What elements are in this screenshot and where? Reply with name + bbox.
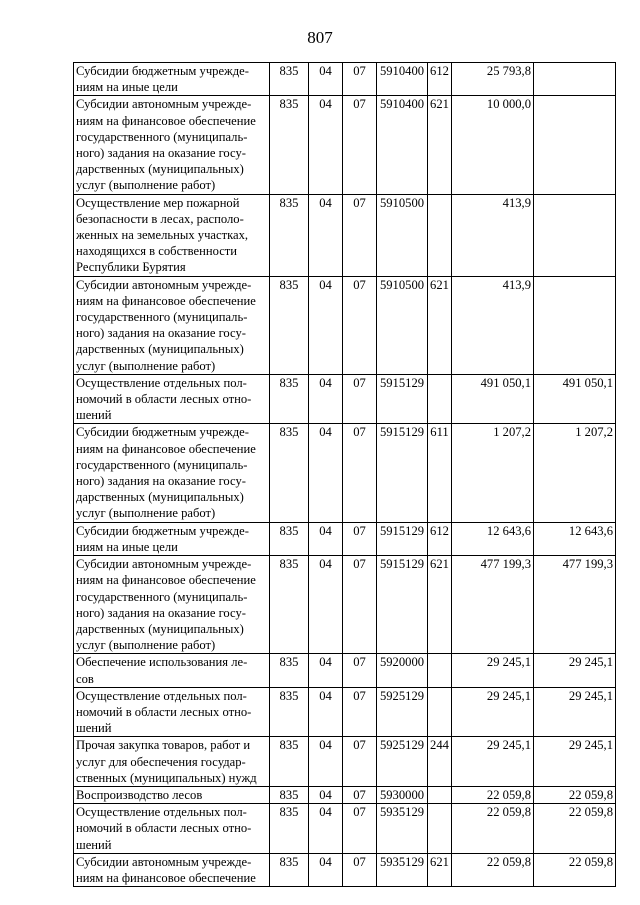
budget-table (73, 62, 616, 887)
expense-type-code (428, 374, 452, 424)
amount-subvention: 22 059,8 (534, 853, 616, 886)
amount-total: 10 000,0 (452, 96, 534, 194)
row-name-line: ного) задания на оказание госу- (76, 474, 246, 489)
subsection-code: 07 (343, 276, 377, 374)
subsection-code: 07 (343, 804, 377, 854)
row-name-line: Осуществление мер пожарной (76, 195, 240, 210)
table-row (74, 194, 616, 276)
row-name-line: услуг для обеспечения государ- (76, 754, 246, 769)
target-item-code: 5930000 (377, 786, 428, 803)
subsection-code: 07 (343, 424, 377, 522)
target-item-code: 5935129 (377, 853, 428, 886)
amount-subvention: 22 059,8 (534, 804, 616, 854)
row-name (74, 556, 270, 654)
admin-code: 835 (270, 424, 309, 522)
admin-code: 835 (270, 556, 309, 654)
subsection-code: 07 (343, 786, 377, 803)
row-name-line: безопасности в лесах, располо- (76, 211, 244, 226)
target-item-code: 5910500 (377, 194, 428, 276)
row-name-line: Осуществление отдельных пол- (76, 688, 247, 703)
amount-total: 477 199,3 (452, 556, 534, 654)
row-name-line: Субсидии автономным учрежде- (76, 557, 252, 572)
amount-total: 29 245,1 (452, 737, 534, 787)
section-code: 04 (309, 424, 343, 522)
row-name (74, 63, 270, 96)
section-code: 04 (309, 853, 343, 886)
expense-type-code (428, 786, 452, 803)
row-name-line: Субсидии автономным учрежде- (76, 854, 252, 869)
table-row (74, 654, 616, 687)
row-name-line: ниям на иные цели (76, 80, 178, 95)
section-code: 04 (309, 786, 343, 803)
expense-type-code: 611 (428, 424, 452, 522)
row-name (74, 374, 270, 424)
admin-code: 835 (270, 194, 309, 276)
admin-code: 835 (270, 522, 309, 555)
row-name-line: государственного (муниципаль- (76, 589, 248, 604)
section-code: 04 (309, 96, 343, 194)
admin-code: 835 (270, 63, 309, 96)
row-name-line: ного) задания на оказание госу- (76, 146, 246, 161)
admin-code: 835 (270, 374, 309, 424)
section-code: 04 (309, 276, 343, 374)
table-row (74, 737, 616, 787)
expense-type-code (428, 194, 452, 276)
amount-subvention: 29 245,1 (534, 737, 616, 787)
section-code: 04 (309, 556, 343, 654)
amount-subvention (534, 96, 616, 194)
table-row (74, 556, 616, 654)
expense-type-code: 621 (428, 853, 452, 886)
expense-type-code (428, 804, 452, 854)
row-name-line: услуг (выполнение работ) (76, 178, 216, 193)
row-name (74, 276, 270, 374)
admin-code: 835 (270, 853, 309, 886)
section-code: 04 (309, 654, 343, 687)
table-row (74, 853, 616, 886)
row-name-line: ниям на финансовое обеспечение (76, 293, 256, 308)
row-name-line: ниям на финансовое обеспечение (76, 113, 256, 128)
amount-total: 22 059,8 (452, 786, 534, 803)
expense-type-code: 612 (428, 522, 452, 555)
amount-subvention: 22 059,8 (534, 786, 616, 803)
section-code: 04 (309, 522, 343, 555)
target-item-code: 5915129 (377, 424, 428, 522)
subsection-code: 07 (343, 687, 377, 737)
amount-total: 22 059,8 (452, 804, 534, 854)
row-name (74, 853, 270, 886)
admin-code: 835 (270, 96, 309, 194)
row-name (74, 737, 270, 787)
row-name-line: Воспроизводство лесов (76, 787, 203, 802)
row-name-line: дарственных (муниципальных) (76, 162, 244, 177)
admin-code: 835 (270, 687, 309, 737)
target-item-code: 5925129 (377, 737, 428, 787)
expense-type-code: 244 (428, 737, 452, 787)
amount-total: 1 207,2 (452, 424, 534, 522)
table-body (74, 63, 616, 887)
row-name-line: Прочая закупка товаров, работ и (76, 738, 251, 753)
row-name (74, 786, 270, 803)
expense-type-code: 612 (428, 63, 452, 96)
subsection-code: 07 (343, 522, 377, 555)
row-name-line: ного) задания на оказание госу- (76, 326, 246, 341)
amount-subvention: 477 199,3 (534, 556, 616, 654)
row-name-line: номочий в области лесных отно- (76, 821, 252, 836)
table-row (74, 374, 616, 424)
section-code: 04 (309, 63, 343, 96)
amount-subvention: 29 245,1 (534, 654, 616, 687)
row-name (74, 96, 270, 194)
subsection-code: 07 (343, 556, 377, 654)
subsection-code: 07 (343, 737, 377, 787)
subsection-code: 07 (343, 194, 377, 276)
subsection-code: 07 (343, 374, 377, 424)
expense-type-code: 621 (428, 276, 452, 374)
section-code: 04 (309, 687, 343, 737)
target-item-code: 5915129 (377, 522, 428, 555)
table-row (74, 63, 616, 96)
target-item-code: 5920000 (377, 654, 428, 687)
amount-subvention: 12 643,6 (534, 522, 616, 555)
amount-total: 491 050,1 (452, 374, 534, 424)
row-name-line: государственного (муниципаль- (76, 129, 248, 144)
table-row (74, 786, 616, 803)
section-code: 04 (309, 737, 343, 787)
table-row (74, 276, 616, 374)
admin-code: 835 (270, 276, 309, 374)
row-name-line: шений (76, 408, 112, 423)
admin-code: 835 (270, 654, 309, 687)
amount-total: 29 245,1 (452, 687, 534, 737)
row-name-line: ниям на финансовое обеспечение (76, 441, 256, 456)
amount-subvention: 1 207,2 (534, 424, 616, 522)
table-row (74, 96, 616, 194)
section-code: 04 (309, 374, 343, 424)
row-name-line: сов (76, 671, 94, 686)
amount-subvention: 491 050,1 (534, 374, 616, 424)
admin-code: 835 (270, 786, 309, 803)
row-name-line: Осуществление отдельных пол- (76, 805, 247, 820)
row-name-line: государственного (муниципаль- (76, 457, 248, 472)
subsection-code: 07 (343, 853, 377, 886)
row-name-line: государственного (муниципаль- (76, 310, 248, 325)
row-name (74, 424, 270, 522)
table-row (74, 687, 616, 737)
expense-type-code (428, 687, 452, 737)
row-name-line: Субсидии бюджетным учрежде- (76, 523, 249, 538)
amount-subvention (534, 63, 616, 96)
target-item-code: 5910400 (377, 96, 428, 194)
row-name-line: Субсидии бюджетным учрежде- (76, 425, 249, 440)
row-name-line: дарственных (муниципальных) (76, 490, 244, 505)
row-name-line: Субсидии бюджетным учрежде- (76, 64, 249, 78)
admin-code: 835 (270, 804, 309, 854)
section-code: 04 (309, 194, 343, 276)
expense-type-code: 621 (428, 96, 452, 194)
amount-total: 25 793,8 (452, 63, 534, 96)
section-code: 04 (309, 804, 343, 854)
amount-total: 413,9 (452, 194, 534, 276)
amount-total: 22 059,8 (452, 853, 534, 886)
target-item-code: 5915129 (377, 374, 428, 424)
amount-total: 413,9 (452, 276, 534, 374)
amount-subvention (534, 194, 616, 276)
row-name-line: услуг (выполнение работ) (76, 506, 216, 521)
row-name-line: находящихся в собственности (76, 244, 238, 259)
table-row (74, 424, 616, 522)
row-name-line: номочий в области лесных отно- (76, 704, 252, 719)
row-name-line: услуг (выполнение работ) (76, 638, 216, 653)
amount-total: 12 643,6 (452, 522, 534, 555)
row-name-line: дарственных (муниципальных) (76, 621, 244, 636)
row-name-line: ного) задания на оказание госу- (76, 605, 246, 620)
row-name-line: Осуществление отдельных пол- (76, 375, 247, 390)
row-name-line: ниям на финансовое обеспечение (76, 573, 256, 588)
row-name (74, 522, 270, 555)
row-name-line: номочий в области лесных отно- (76, 392, 252, 407)
amount-subvention (534, 276, 616, 374)
row-name-line: ственных (муниципальных) нужд (76, 770, 257, 785)
row-name (74, 687, 270, 737)
amount-total: 29 245,1 (452, 654, 534, 687)
expense-type-code (428, 654, 452, 687)
target-item-code: 5935129 (377, 804, 428, 854)
admin-code: 835 (270, 737, 309, 787)
row-name-line: женных на земельных участках, (76, 228, 249, 243)
row-name (74, 194, 270, 276)
row-name-line: Субсидии автономным учрежде- (76, 277, 252, 292)
row-name-line: Обеспечение использования ле- (76, 655, 248, 670)
target-item-code: 5925129 (377, 687, 428, 737)
target-item-code: 5915129 (377, 556, 428, 654)
row-name-line: Республики Бурятия (76, 260, 186, 275)
target-item-code: 5910500 (377, 276, 428, 374)
row-name-line: шений (76, 721, 112, 736)
row-name-line: ниям на иные цели (76, 539, 178, 554)
row-name (74, 804, 270, 854)
row-name-line: услуг (выполнение работ) (76, 358, 216, 373)
row-name (74, 654, 270, 687)
amount-subvention: 29 245,1 (534, 687, 616, 737)
subsection-code: 07 (343, 63, 377, 96)
row-name-line: шений (76, 837, 112, 852)
row-name-line: дарственных (муниципальных) (76, 342, 244, 357)
row-name-line: Субсидии автономным учрежде- (76, 97, 252, 112)
target-item-code: 5910400 (377, 63, 428, 96)
table-row (74, 804, 616, 854)
page-number: 807 (307, 28, 333, 47)
subsection-code: 07 (343, 96, 377, 194)
subsection-code: 07 (343, 654, 377, 687)
row-name-line: ниям на финансовое обеспечение (76, 870, 256, 885)
expense-type-code: 621 (428, 556, 452, 654)
table-row (74, 522, 616, 555)
